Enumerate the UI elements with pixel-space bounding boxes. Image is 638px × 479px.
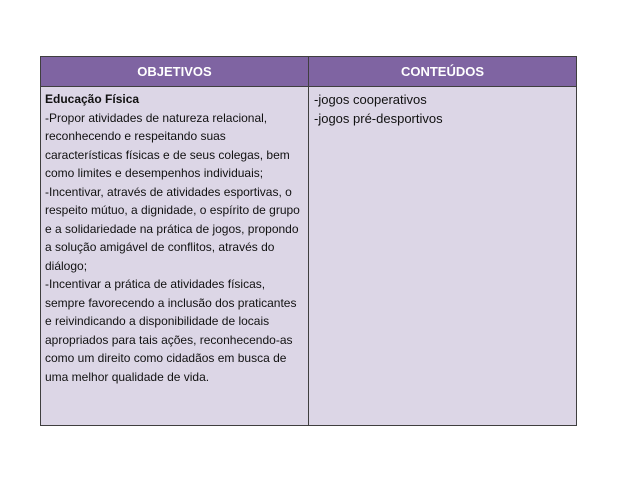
objective-paragraph: -Incentivar, através de atividades esportivas, o respeito mútuo, a dignidade, o espírito de grupo e a solidariedade na prática de jogos, propondo a solução amigável de conflitos, através do diálogo;: [45, 184, 300, 273]
content-item: -jogos pré-desportivos: [314, 111, 443, 126]
header-conteudos: CONTEÚDOS: [309, 57, 577, 87]
objective-paragraph: -Propor atividades de natureza relacional, reconhecendo e respeitando suas características físicas e de seus colegas, bem como limites e desempenhos individuais;: [45, 110, 290, 180]
conteudos-cell: [309, 87, 577, 426]
subject-title: Educação Física: [45, 92, 140, 106]
table-row: [41, 87, 577, 426]
table-header-row: [41, 57, 577, 87]
content-item: -jogos cooperativos: [314, 92, 427, 107]
header-objetivos: OBJETIVOS: [41, 57, 309, 87]
objectives-contents-table: [40, 56, 577, 426]
objetivos-cell: [41, 87, 309, 426]
objective-paragraph: -Incentivar a prática de atividades físicas, sempre favorecendo a inclusão dos praticantes e reivindicando a disponibilidade de locais apropriados para tais ações, reconhecendo-as como um direito como cidadãos em busca de uma melhor qualidade de vida.: [45, 277, 297, 384]
